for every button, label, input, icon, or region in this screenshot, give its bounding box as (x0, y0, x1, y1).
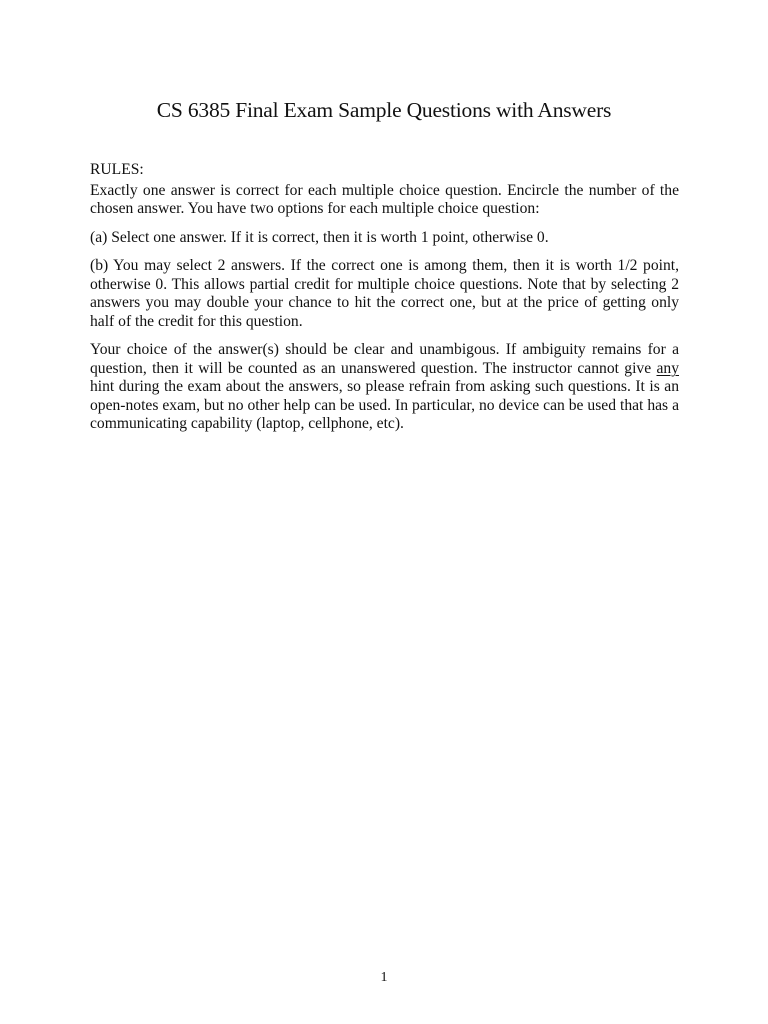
option-a-paragraph: (a) Select one answer. If it is correct, then it is worth 1 point, otherwise 0. (90, 228, 549, 246)
page-number: 1 (380, 970, 388, 985)
document-title: CS 6385 Final Exam Sample Questions with Answers (156, 98, 612, 122)
closing-text-end: hint during the exam about the answers, so please refrain from asking such questions. It is an open-notes exam, but no other help can be used. In particular, no device can be used that has a communicating capability (laptop, cellphone, etc). (90, 378, 679, 432)
emphasized-any: any (656, 359, 679, 377)
option-b-paragraph: (b) You may select 2 answers. If the correct one is among them, then it is worth 1/2 point, otherwise 0. This allows partial credit for multiple choice questions. Note that by selecting 2 answers you may double your chance to hit the correct one, but at the price of getting only half of the credit for this question. (90, 257, 679, 330)
closing-paragraph (90, 341, 679, 434)
rules-section (90, 161, 679, 444)
rules-intro-paragraph: Exactly one answer is correct for each multiple choice question. Encircle the number of the chosen answer. You have two options for each multiple choice question: (90, 181, 679, 217)
rules-heading: RULES: (90, 161, 144, 178)
closing-text-start: Your choice of the answer(s) should be clear and unambigous. If ambiguity remains for a question, then it will be counted as an unanswered question. The instructor cannot give (90, 341, 679, 377)
